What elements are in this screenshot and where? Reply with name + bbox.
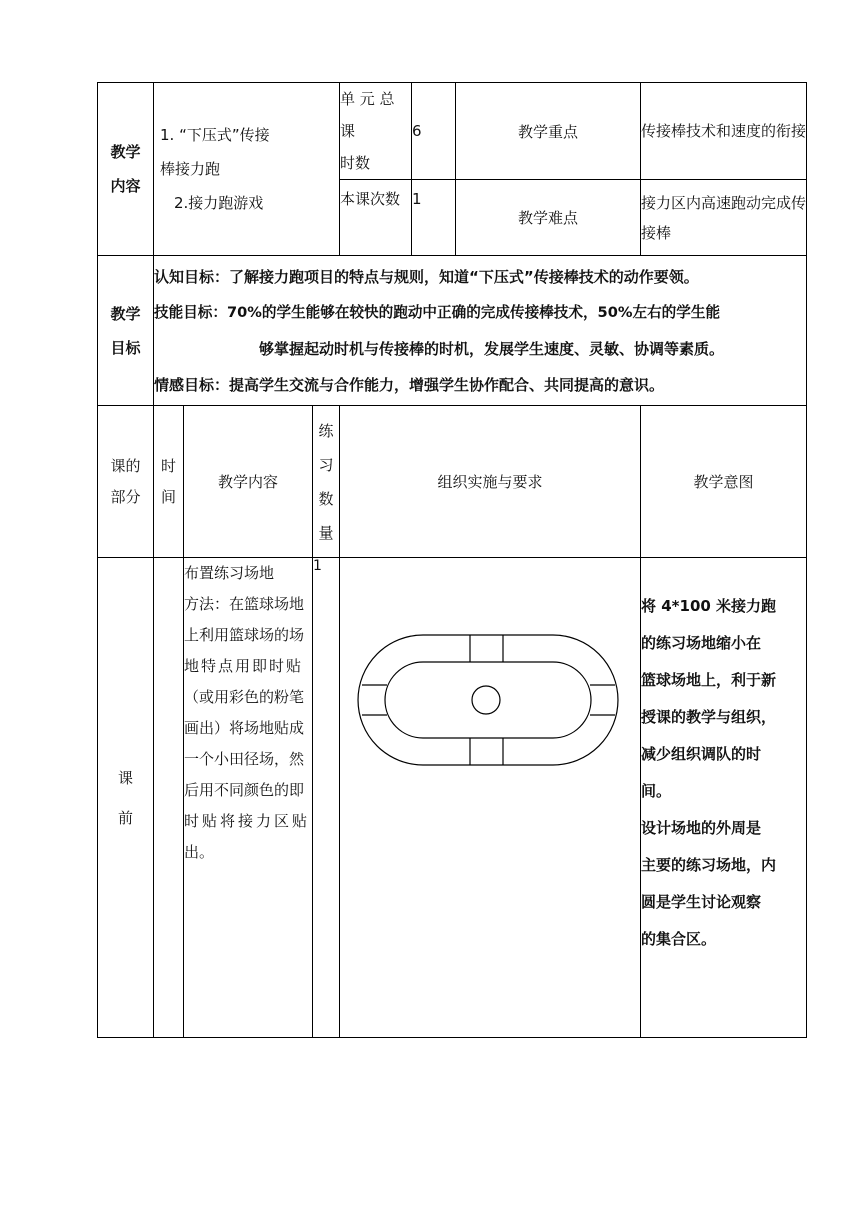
key-point-value: 传接棒技术和速度的衔接 [641, 83, 807, 180]
outer-track [358, 635, 618, 765]
teaching-content-label: 教学 内容 [98, 83, 154, 256]
cognitive-objective: 认知目标：了解接力跑项目的特点与规则，知道“下压式”传接棒技术的动作要领。 [154, 267, 699, 286]
key-point-label: 教学重点 [456, 83, 641, 180]
lesson-count-label: 本课次数 [340, 180, 412, 256]
lesson-plan-table [97, 82, 807, 1038]
col-header-part: 课的 部分 [98, 406, 154, 558]
pre-class-content: 布置练习场地 方法：在篮球场地 上利用篮球场的场 地特点用即时贴 （或用彩色的粉笔 画出）将场地贴成 一个小田径场，然 后用不同颜色的即 时贴将接力区贴 出。 [184, 558, 313, 1038]
unit-hours-label: 单 元 总 课 时数 [340, 83, 412, 180]
unit-hours-value: 6 [412, 83, 456, 180]
difficulty-label: 教学难点 [456, 180, 641, 256]
track-field-diagram [355, 632, 625, 782]
center-circle [472, 686, 500, 714]
content-line-2: 棒接力跑 [160, 160, 221, 178]
teaching-content-cell [154, 83, 340, 256]
inner-track [385, 662, 591, 738]
field-layout-diagram-cell [340, 558, 641, 1038]
lesson-count-value: 1 [412, 180, 456, 256]
skill-objective-line-1: 技能目标：70%的学生能够在较快的跑动中正确的完成传接棒技术，50%左右的学生能 [154, 303, 721, 321]
col-header-content: 教学内容 [184, 406, 313, 558]
col-header-organization: 组织实施与要求 [340, 406, 641, 558]
teaching-objectives-label: 教学 目标 [98, 256, 154, 406]
col-header-intent: 教学意图 [641, 406, 807, 558]
teaching-objectives [154, 256, 807, 406]
content-line-3: 2.接力跑游戏 [174, 194, 264, 212]
affective-objective: 情感目标：提高学生交流与合作能力，增强学生协作配合、共同提高的意识。 [154, 375, 665, 394]
content-line-1: 1. “下压式”传接 [160, 126, 270, 144]
pre-class-time [154, 558, 184, 1038]
pre-class-label: 课 前 [98, 558, 154, 1038]
pre-class-intent: 将 4*100 米接力跑 的练习场地缩小在 篮球场地上，利于新 授课的教学与组织， 减少组织调队的时 间。 设计场地的外周是 主要的练习场地，内 圆是学生讨论观察 的集合区。 [641, 558, 807, 1038]
col-header-practice: 练 习 数 量 [313, 406, 340, 558]
skill-objective-line-2: 够掌握起动时机与传接棒的时机，发展学生速度、灵敏、协调等素质。 [259, 339, 725, 358]
pre-class-practice-count: 1 [313, 558, 340, 1038]
col-header-time: 时 间 [154, 406, 184, 558]
difficulty-value: 接力区内高速跑动完成传接棒 [641, 180, 807, 256]
